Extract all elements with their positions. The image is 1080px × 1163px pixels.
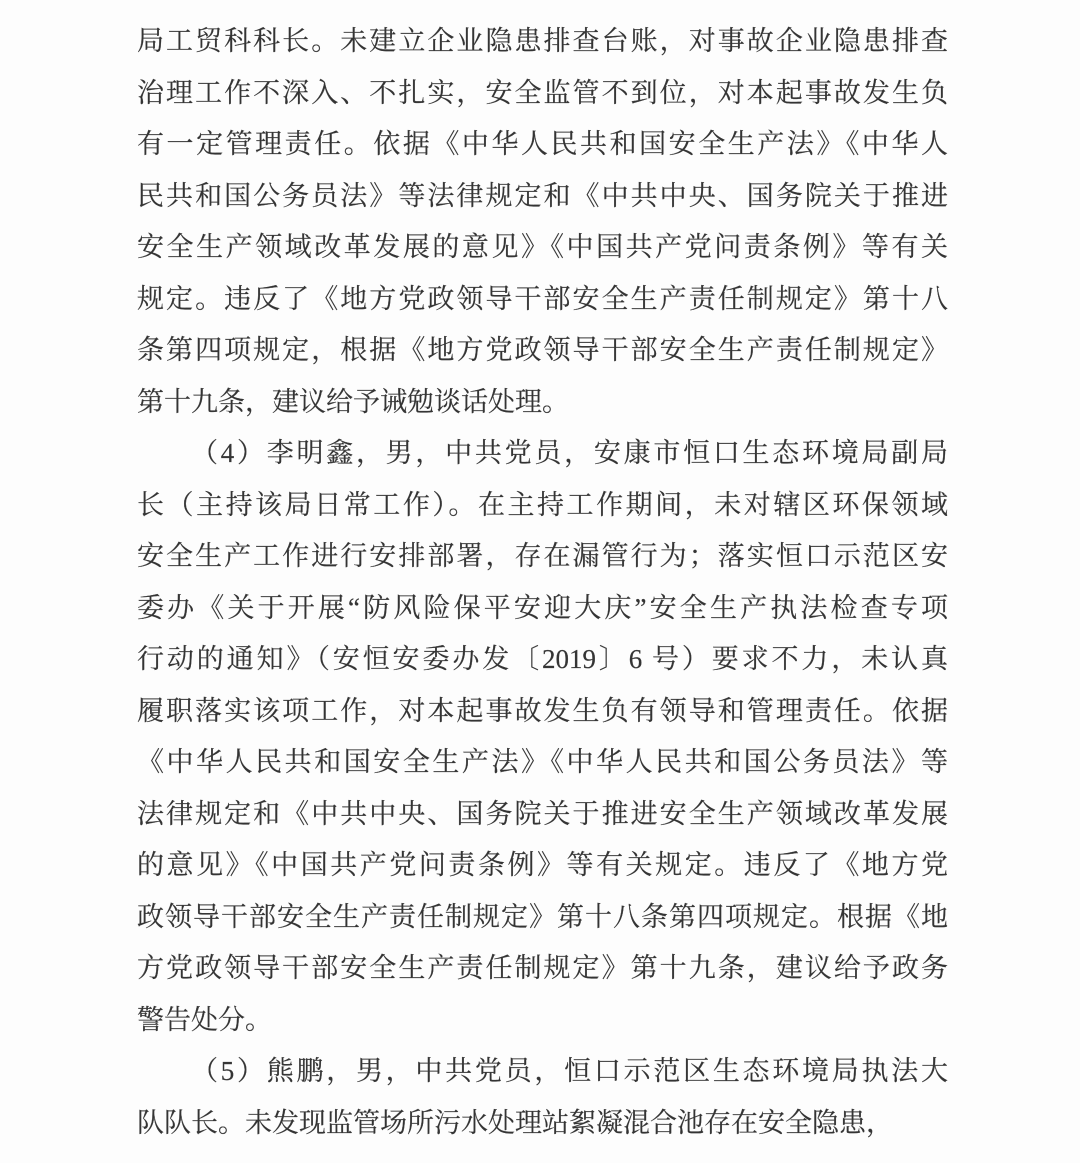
document-text <box>137 16 948 1149</box>
text-line: 安全生产领域改革发展的意见》《中国共产党问责条例》等有关 <box>137 232 948 262</box>
text-line: 长（主持该局日常工作）。在主持工作期间，未对辖区环保领域 <box>137 489 948 520</box>
text-line: （4）李明鑫，男，中共党员，安康市恒口生态环境局副局 <box>191 438 948 468</box>
text-line: 的意见》《中国共产党问责条例》等有关规定。违反了《地方党 <box>137 850 948 880</box>
text-line: 第十九条，建议给予诫勉谈话处理。 <box>137 386 569 417</box>
paragraph <box>137 428 948 1046</box>
paragraph <box>137 16 948 428</box>
text-line: 方党政领导干部安全生产责任制规定》第十九条，建议给予政务 <box>137 953 948 983</box>
text-line: 安全生产工作进行安排部署，存在漏管行为；落实恒口示范区安 <box>137 541 948 571</box>
paragraph <box>137 1046 948 1149</box>
text-line: 行动的通知》（安恒安委办发〔2019〕6 号）要求不力，未认真 <box>137 644 948 674</box>
text-line: 规定。违反了《地方党政领导干部安全生产责任制规定》第十八 <box>137 283 948 314</box>
text-line: 民共和国公务员法》等法律规定和《中共中央、国务院关于推进 <box>137 180 948 211</box>
text-line: 履职落实该项工作，对本起事故发生负有领导和管理责任。依据 <box>137 695 948 726</box>
text-line: 法律规定和《中共中央、国务院关于推进安全生产领域改革发展 <box>137 798 948 829</box>
text-line: 政领导干部安全生产责任制规定》第十八条第四项规定。根据《地 <box>137 901 948 932</box>
text-line: 治理工作不深入、不扎实，安全监管不到位，对本起事故发生负 <box>137 77 948 108</box>
text-line: 局工贸科科长。未建立企业隐患排查台账，对事故企业隐患排查 <box>137 26 948 56</box>
text-line: 条第四项规定，根据《地方党政领导干部安全生产责任制规定》 <box>137 335 948 365</box>
text-line: 有一定管理责任。依据《中华人民共和国安全生产法》《中华人 <box>137 129 948 159</box>
text-line: 警告处分。 <box>137 1004 272 1035</box>
text-line: （5）熊鹏，男，中共党员，恒口示范区生态环境局执法大 <box>191 1056 948 1086</box>
text-line: 委办《关于开展“防风险保平安迎大庆”安全生产执法检查专项 <box>137 592 948 623</box>
text-line: 《中华人民共和国安全生产法》《中华人民共和国公务员法》等 <box>137 747 948 777</box>
text-line: 队队长。未发现监管场所污水处理站絮凝混合池存在安全隐患， <box>137 1107 893 1138</box>
